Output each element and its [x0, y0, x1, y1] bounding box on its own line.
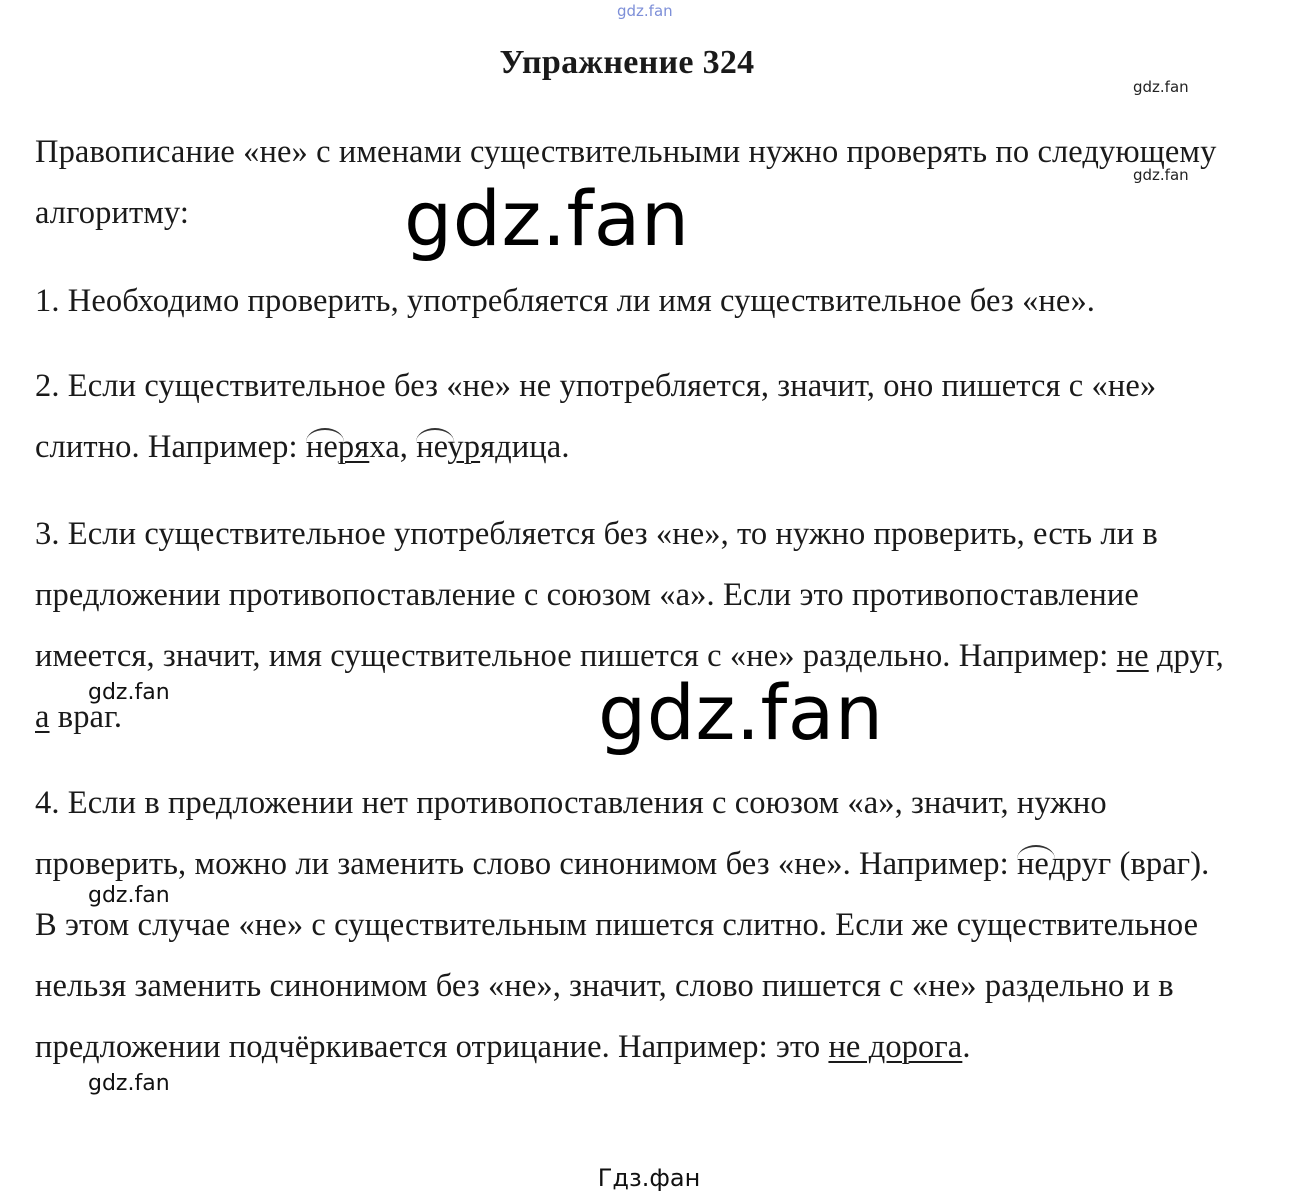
watermark-mid-2: gdz.fan: [88, 883, 170, 908]
rule-4-text-2: (враг). В этом случае «не» с существительным пишется слитно. Если же существительное нельзя заменить синонимом без «не», значит, слово пишется с «не» раздельно и в предложении подчёркивается отрицание. Например: это: [35, 846, 1210, 1065]
rule-2-paragraph: [35, 356, 1235, 478]
watermark-large-1: gdz.fan: [404, 174, 690, 263]
example-separator: ,: [399, 429, 417, 465]
rule-4-end: .: [962, 1029, 971, 1065]
example-drug: друг: [1156, 638, 1216, 674]
watermark-mid-3: gdz.fan: [88, 1071, 170, 1096]
watermark-right-1: gdz.fan: [1133, 78, 1189, 96]
example-neuryaditsa-prefix: не: [416, 429, 448, 465]
rule-1-paragraph: 1. Необходимо проверить, употребляется ли имя существительное без «не».: [35, 283, 1096, 319]
example-neryakha-ending: ха: [369, 429, 400, 465]
watermark-right-2: gdz.fan: [1133, 166, 1189, 184]
example-vrag: враг.: [49, 699, 123, 735]
example-neryakha-prefix: не: [305, 429, 338, 465]
rule-4-text: 4. Если в предложении нет противопоставления с союзом «а», значит, нужно проверить, можно ли заменить слово синонимом без «не». Например:: [35, 785, 1107, 882]
rule-4-paragraph: [35, 773, 1235, 1078]
example-space: [1149, 638, 1157, 674]
example-neryakha-root: ря: [337, 429, 370, 465]
example-ne-doroga-particle: не: [828, 1029, 861, 1065]
example-nedrug-prefix: не: [1017, 834, 1049, 895]
watermark-large-2: gdz.fan: [598, 668, 884, 757]
example-conjunction-a: а: [35, 699, 50, 735]
example-nedrug-rest: друг: [1048, 846, 1112, 882]
watermark-mid-1: gdz.fan: [88, 680, 170, 705]
example-doroga: дорога: [860, 1029, 963, 1065]
rule-3-text: 3. Если существительное употребляется без «не», то нужно проверить, есть ли в предложении противопоставление с союзом «а». Если это противопоставление имеется, значит, имя существительное пишется с «не» раздельно. Например:: [35, 516, 1158, 674]
example-ne-particle: не: [1116, 638, 1149, 674]
example-neuryaditsa-ending: ядица: [480, 429, 562, 465]
example-neuryaditsa-root: ур: [447, 429, 481, 465]
example-neryakha: [306, 417, 369, 478]
footer-caption: Гдз.фан: [597, 1164, 701, 1192]
page-title: Упражнение 324: [499, 44, 755, 81]
watermark-top: gdz.fan: [617, 2, 673, 20]
example-comma: ,: [1215, 638, 1224, 674]
rule-2-end: .: [561, 429, 570, 465]
example-neuryaditsa: [416, 417, 480, 478]
intro-paragraph: Правописание «не» с именами существительными нужно проверять по следующему алгоритму:: [35, 134, 1217, 231]
rule-2-text: 2. Если существительное без «не» не употребляется, значит, оно пишется с «не» слитно. Например:: [35, 368, 1157, 465]
